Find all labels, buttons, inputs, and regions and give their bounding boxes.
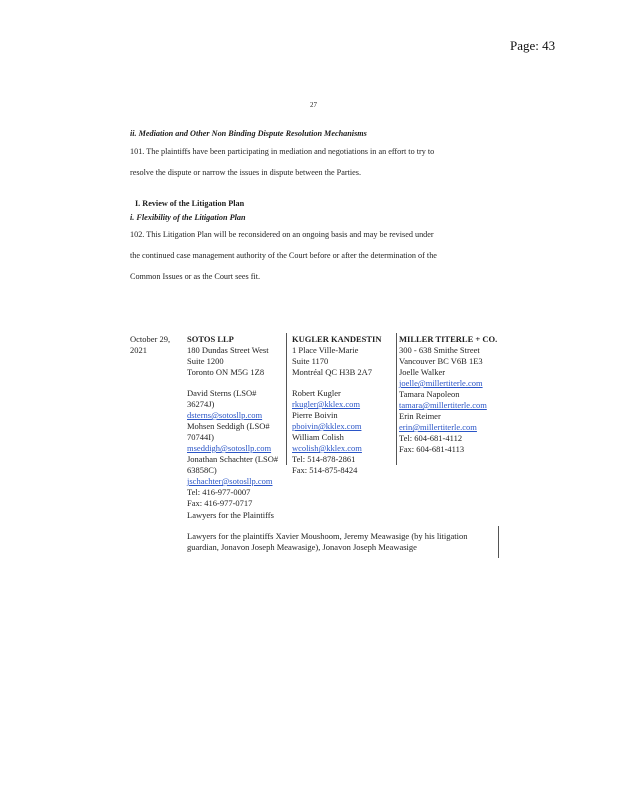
date-line2: 2021 <box>130 345 147 355</box>
lawyer-number: 36274J) <box>187 399 215 409</box>
lawyers-full-line2: guardian, Jonavon Joseph Meawasige), Jonavon Joseph Meawasige <box>187 542 417 552</box>
email-link[interactable]: jschachter@sotosllp.com <box>187 476 273 486</box>
lawyer-number: 70744I) <box>187 432 214 442</box>
fax-line: Fax: 416-977-0717 <box>187 498 253 508</box>
email-link[interactable]: mseddigh@sotosllp.com <box>187 443 272 453</box>
lawyer-name: Jonathan Schachter (LSO# <box>187 454 279 464</box>
address-line: Montréal QC H3B 2A7 <box>292 367 373 377</box>
tel-line: Tel: 514-878-2861 <box>292 454 356 464</box>
lawyer-name: David Sterns (LSO# <box>187 388 257 398</box>
para-102-line1: 102. This Litigation Plan will be reconsidered on an ongoing basis and may be revised under <box>130 230 434 239</box>
email-link[interactable]: tamara@millertiterle.com <box>399 400 487 410</box>
lawyers-label: Lawyers for the Plaintiffs <box>187 510 274 520</box>
fax-line: Fax: 514-875-8424 <box>292 465 358 475</box>
address-line: 180 Dundas Street West <box>187 345 269 355</box>
section-I-subheading: i. Flexibility of the Litigation Plan <box>130 213 246 222</box>
email-link[interactable]: wcolish@kklex.com <box>292 443 362 453</box>
tel-line: Tel: 416-977-0007 <box>187 487 251 497</box>
lawyer-name: Erin Reimer <box>399 411 441 421</box>
para-101-line1: 101. The plaintiffs have been participating in mediation and negotiations in an effort to try to <box>130 147 435 156</box>
email-link[interactable]: rkugler@kklex.com <box>292 399 361 409</box>
doc-page-number: 27 <box>310 101 317 109</box>
lawyer-name: Robert Kugler <box>292 388 341 398</box>
lawyer-name: Pierre Boivin <box>292 410 338 420</box>
firm-name: KUGLER KANDESTIN <box>292 334 382 344</box>
firm-sotos <box>187 334 278 509</box>
address-line: Vancouver BC V6B 1E3 <box>399 356 483 366</box>
lawyer-number: 63858C) <box>187 465 217 475</box>
email-link[interactable]: dsterns@sotosllp.com <box>187 410 263 420</box>
address-line: 1 Place Ville-Marie <box>292 345 359 355</box>
address-line: Suite 1170 <box>292 356 329 366</box>
lawyer-name: Mohsen Seddigh (LSO# <box>187 421 270 431</box>
firm-name: SOTOS LLP <box>187 334 234 344</box>
firm-miller-titerle <box>399 334 497 455</box>
date-line1: October 29, <box>130 334 171 344</box>
column-divider <box>286 333 287 465</box>
address-line: Toronto ON M5G 1Z8 <box>187 367 265 377</box>
firm-kugler <box>292 334 382 476</box>
lawyer-name: Tamara Napoleon <box>399 389 460 399</box>
page-label: Page: 43 <box>510 38 556 53</box>
firm-name: MILLER TITERLE + CO. <box>399 334 498 344</box>
lawyers-full-line1: Lawyers for the plaintiffs Xavier Moushoom, Jeremy Meawasige (by his litigation <box>187 531 468 541</box>
para-102-line3: Common Issues or as the Court sees fit. <box>130 272 261 281</box>
lawyer-name: Joelle Walker <box>399 367 446 377</box>
address-line: Suite 1200 <box>187 356 224 366</box>
tel-line: Tel: 604-681-4112 <box>399 433 463 443</box>
lawyer-name: William Colish <box>292 432 344 442</box>
column-divider <box>396 333 397 465</box>
address-line: 300 - 638 Smithe Street <box>399 345 480 355</box>
email-link[interactable]: pboivin@kklex.com <box>292 421 362 431</box>
para-102-line2: the continued case management authority of the Court before or after the determination of the <box>130 251 437 260</box>
email-link[interactable]: joelle@millertiterle.com <box>399 378 483 388</box>
email-link[interactable]: erin@millertiterle.com <box>399 422 477 432</box>
signature-divider <box>498 526 499 558</box>
section-I-heading: I. Review of the Litigation Plan <box>135 199 245 208</box>
fax-line: Fax: 604-681-4113 <box>399 444 465 454</box>
section-ii-heading: ii. Mediation and Other Non Binding Dispute Resolution Mechanisms <box>130 129 367 138</box>
date-block <box>130 334 170 356</box>
para-101-line2: resolve the dispute or narrow the issues in dispute between the Parties. <box>130 168 362 177</box>
